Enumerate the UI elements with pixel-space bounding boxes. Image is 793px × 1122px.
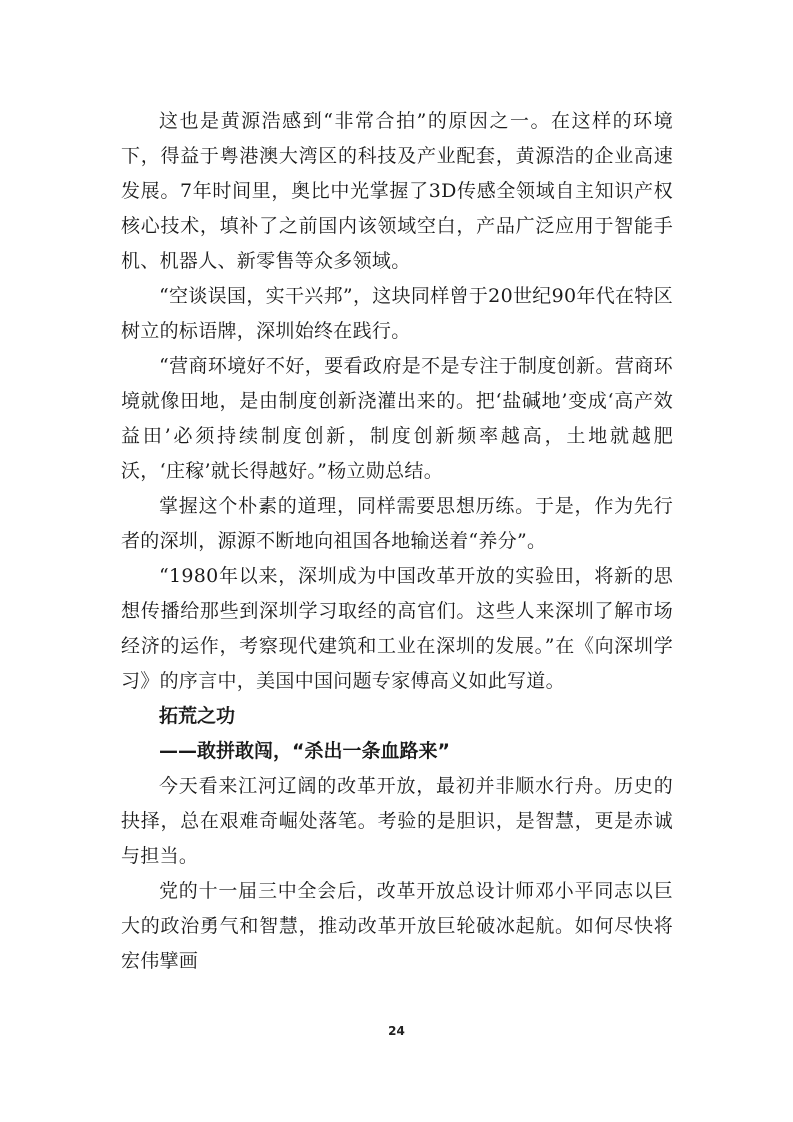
paragraph: “营商环境好不好，要看政府是不是专注于制度创新。营商环境就像田地，是由制度创新浇灌出来的。把‘盐碱地’变成‘高产效益田’必须持续制度创新，制度创新频率越高，土地就越肥沃，‘庄稼’就长得越好。”杨立勋总结。 bbox=[121, 355, 673, 482]
section-title: 拓荒之功 bbox=[159, 705, 236, 727]
body-text bbox=[121, 104, 673, 979]
paragraph: “1980年以来，深圳成为中国改革开放的实验田，将新的思想传播给那些到深圳学习取经的高官们。这些人来深圳了解市场经济的运作，考察现代建筑和工业在深圳的发展。”在《向深圳学习》的序言中，美国中国问题专家傅高义如此写道。 bbox=[121, 565, 673, 692]
page-number: 24 bbox=[388, 1024, 405, 1038]
paragraph: 党的十一届三中全会后，改革开放总设计师邓小平同志以巨大的政治勇气和智慧，推动改革开放巨轮破冰起航。如何尽快将宏伟擘画 bbox=[121, 880, 673, 972]
paragraph: 今天看来江河辽阔的改革开放，最初并非顺水行舟。历史的抉择，总在艰难奇崛处落笔。考验的是胆识，是智慧，更是赤诚与担当。 bbox=[121, 775, 673, 867]
paragraph: “空谈误国，实干兴邦”，这块同样曾于20世纪90年代在特区树立的标语牌，深圳始终在践行。 bbox=[121, 285, 673, 342]
paragraph: 掌握这个朴素的道理，同样需要思想历练。于是，作为先行者的深圳，源源不断地向祖国各地输送着“养分”。 bbox=[121, 495, 673, 552]
paragraph: 这也是黄源浩感到“非常合拍”的原因之一。在这样的环境下，得益于粤港澳大湾区的科技及产业配套，黄源浩的企业高速发展。7年时间里，奥比中光掌握了3D传感全领域自主知识产权核心技术，填补了之前国内该领域空白，产品广泛应用于智能手机、机器人、新零售等众多领域。 bbox=[121, 110, 673, 272]
section-subtitle: ——敢拼敢闯，“杀出一条血路来” bbox=[159, 740, 450, 762]
